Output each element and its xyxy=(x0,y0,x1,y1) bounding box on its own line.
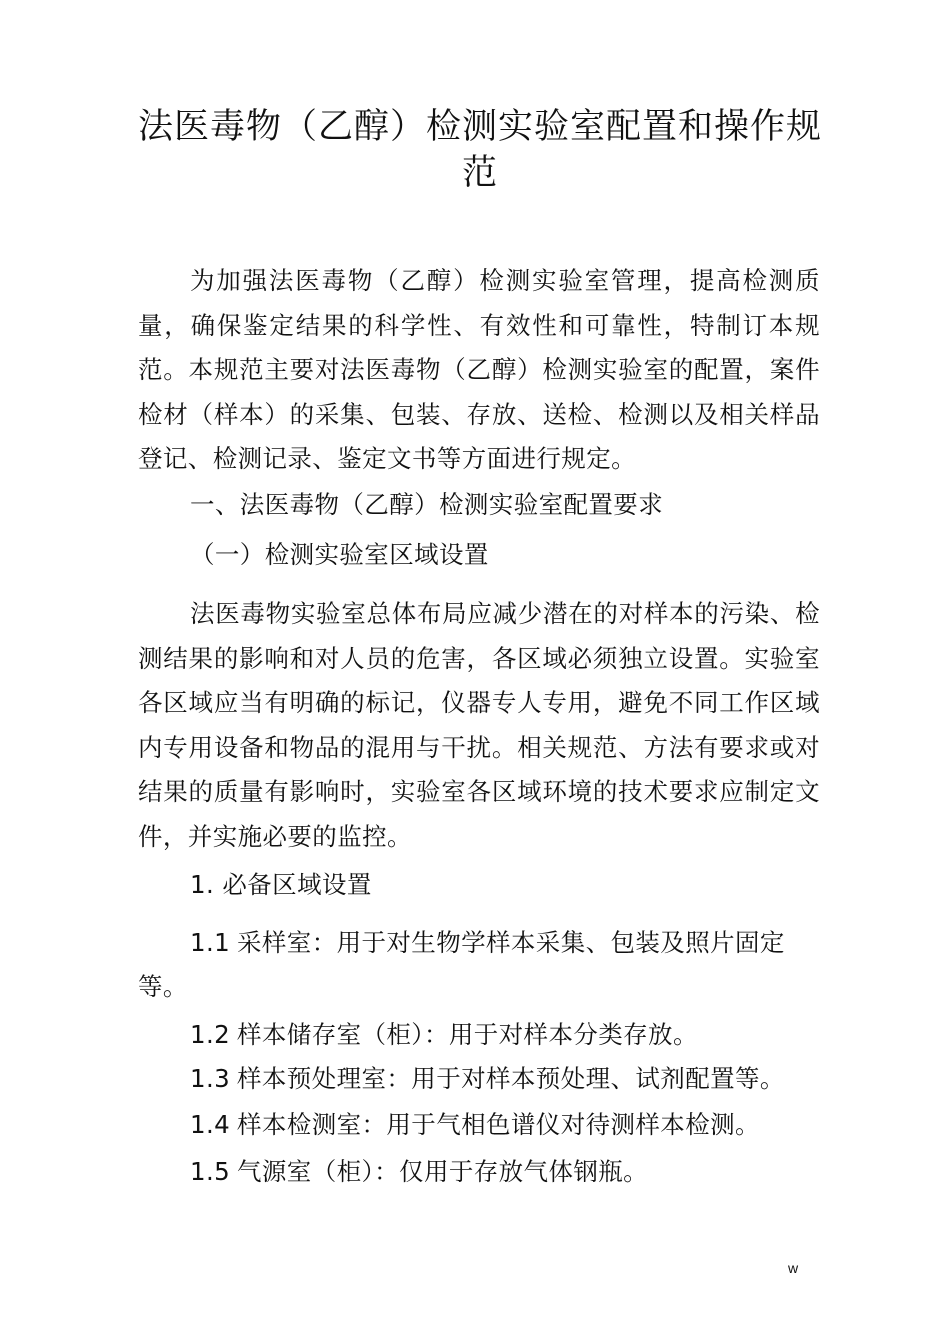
list-item-continuation: 等。 xyxy=(138,972,188,1001)
list-item xyxy=(190,1108,872,1142)
intro-paragraph: 为加强法医毒物（乙醇）检测实验室管理，提高检测质量，确保鉴定结果的科学性、有效性和可靠性，特制订本规范。本规范主要对法医毒物（乙醇）检测实验室的配置，案件检材（样本）的采集、包装、存放、送检、检测以及相关样品登记、检测记录、鉴定文书等方面进行规定。 xyxy=(138,266,820,473)
list-item-number: 1.5 xyxy=(190,1157,231,1186)
list-item-number: 1.3 xyxy=(190,1064,231,1093)
list-item-text: 气源室（柜）：仅用于存放气体钢瓶。 xyxy=(237,1157,649,1186)
list-item-text: 采样室：用于对生物学样本采集、包装及照片固定 xyxy=(237,928,785,957)
list-item-number: 1.4 xyxy=(190,1110,231,1139)
list-item xyxy=(190,1018,872,1052)
list-item xyxy=(190,926,872,960)
list-item-text: 样本储存室（柜）：用于对样本分类存放。 xyxy=(237,1020,698,1049)
list-item-number: 1.1 xyxy=(190,928,231,957)
list-item xyxy=(190,1155,872,1189)
list-item-number: 1.2 xyxy=(190,1020,231,1049)
subsection-paragraph: 法医毒物实验室总体布局应减少潜在的对样本的污染、检测结果的影响和对人员的危害，各区域必须独立设置。实验室各区域应当有明确的标记，仪器专人专用，避免不同工作区域内专用设备和物品的混用与干扰。相关规范、方法有要求或对结果的质量有影响时，实验室各区域环境的技术要求应制定文件，并实施必要的监控。 xyxy=(138,599,820,851)
list-item-text: 样本预处理室：用于对样本预处理、试剂配置等。 xyxy=(237,1064,785,1093)
list-item xyxy=(190,1062,872,1096)
list-item-text: 样本检测室：用于气相色谱仪对待测样本检测。 xyxy=(237,1110,760,1139)
subsection-heading: （一）检测实验室区域设置 xyxy=(190,540,489,569)
item-heading: 1. 必备区域设置 xyxy=(190,870,372,899)
section-heading: 一、法医毒物（乙醇）检测实验室配置要求 xyxy=(190,490,664,519)
footer-mark: w xyxy=(788,1260,799,1276)
document-title: 法医毒物（乙醇）检测实验室配置和操作规范 xyxy=(137,107,822,193)
